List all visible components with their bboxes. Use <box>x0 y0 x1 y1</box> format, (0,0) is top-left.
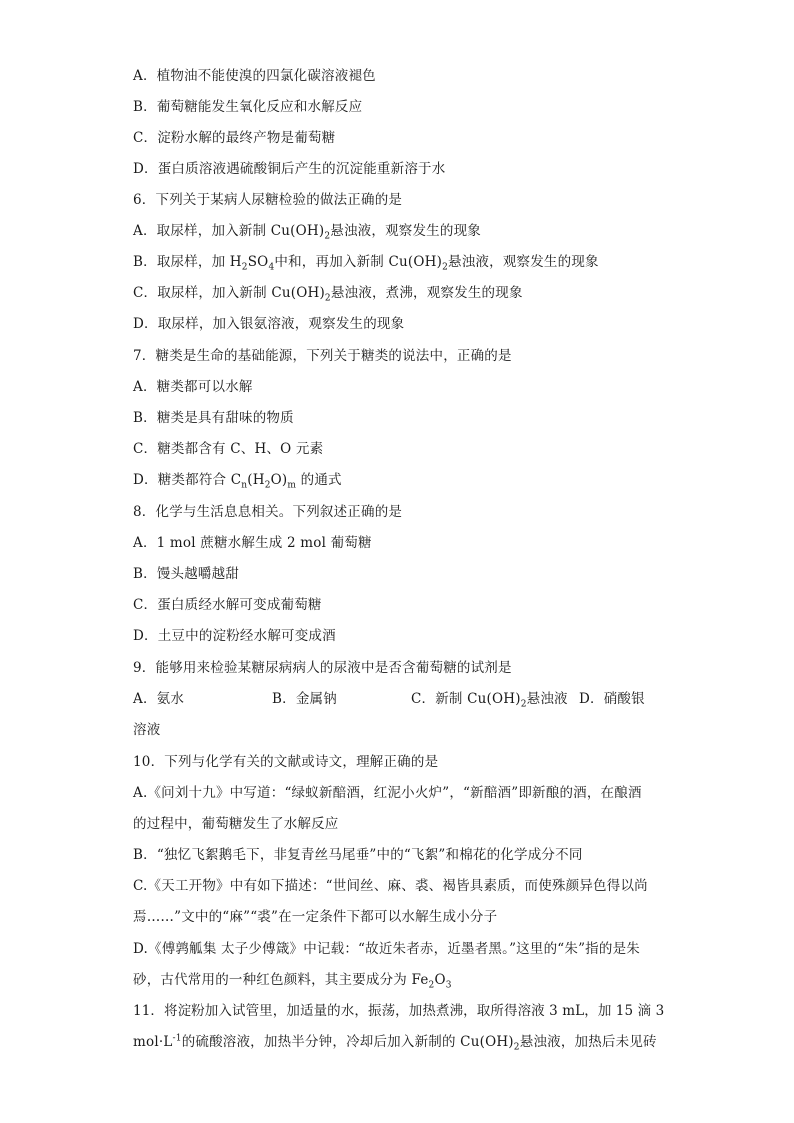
q7-option-c: C．糖类都含有 C、H、O 元素 <box>133 441 324 457</box>
q8-option-a: A．1 mol 蔗糖水解生成 2 mol 葡萄糖 <box>133 535 372 551</box>
q6-option-d: D．取尿样，加入银氨溶液，观察发生的现象 <box>133 316 405 332</box>
q9-option-d: D．硝酸银 <box>579 691 645 707</box>
q7-option-b: B．糖类是具有甜味的物质 <box>133 410 294 426</box>
q8-option-c: C．蛋白质经水解可变成葡萄糖 <box>133 597 322 613</box>
q10-option-c-line1: C.《天工开物》中有如下描述：“世间丝、麻、裘、褐皆具素质，而使殊颜异色得以尚 <box>133 878 648 894</box>
q9-stem: 9．能够用来检验某糖尿病病人的尿液中是否含葡萄糖的试剂是 <box>133 660 512 676</box>
q10-option-a-line2: 的过程中，葡萄糖发生了水解反应 <box>133 816 339 832</box>
q5-option-c: C．淀粉水解的最终产物是葡萄糖 <box>133 130 336 146</box>
q6-option-b: B．取尿样，加 $H_2SO_4$中和，再加入新制 $Cu(OH)_2$悬浊液，观察发生的现象 <box>133 254 599 273</box>
q6-stem: 6．下列关于某病人尿糖检验的做法正确的是 <box>133 192 403 208</box>
q5-option-b: B．葡萄糖能发生氧化反应和水解反应 <box>133 99 363 115</box>
q8-stem: 8．化学与生活息息相关。下列叙述正确的是 <box>133 504 403 520</box>
q11-stem-line1: 11．将淀粉加入试管里，加适量的水，振荡，加热煮沸，取所得溶液 3 mL，加 15 滴 3 <box>133 1003 665 1019</box>
q10-option-a-line1: A.《问刘十九》中写道：“绿蚁新醅酒，红泥小火炉”，“新醅酒”即新酿的酒，在酿酒 <box>133 785 642 801</box>
q10-option-d-line2: 砂，古代常用的一种红色颜料，其主要成分为 $Fe_2O_3$ <box>133 972 452 991</box>
q7-option-a: A．糖类都可以水解 <box>133 379 253 395</box>
q9-options <box>133 689 673 709</box>
q10-option-b: B．“独忆飞絮鹅毛下，非复青丝马尾垂”中的“飞絮”和棉花的化学成分不同 <box>133 847 583 863</box>
q10-option-c-line2: 焉……”文中的“麻”“裘”在一定条件下都可以水解生成小分子 <box>133 909 498 925</box>
q9-option-a: A．氨水 <box>133 691 185 707</box>
q11-stem-line2: $mol\cdot L^{-1}$的硫酸溶液，加热半分钟，冷却后加入新制的 $Cu(OH)_2$悬浊液，加热后未见砖 <box>133 1033 657 1053</box>
q9-option-d-continued: 溶液 <box>133 722 161 738</box>
q6-option-a: A．取尿样，加入新制 $Cu(OH)_2$悬浊液，观察发生的现象 <box>133 223 481 242</box>
q5-option-a: A．植物油不能使溴的四氯化碳溶液褪色 <box>133 68 376 84</box>
q9-option-c: C．新制 $Cu(OH)_2$悬浊液 <box>411 691 568 710</box>
q7-stem: 7．糖类是生命的基础能源，下列关于糖类的说法中，正确的是 <box>133 348 512 364</box>
q8-option-d: D．土豆中的淀粉经水解可变成酒 <box>133 628 336 644</box>
q10-option-d-line1: D.《傅鹑觚集 太子少傅箴》中记载：“故近朱者赤，近墨者黑。”这里的“朱”指的是朱 <box>133 941 640 957</box>
q10-stem: 10．下列与化学有关的文献或诗文，理解正确的是 <box>133 754 439 770</box>
q5-option-d: D．蛋白质溶液遇硫酸铜后产生的沉淀能重新溶于水 <box>133 161 446 177</box>
q6-option-c: C．取尿样，加入新制 $Cu(OH)_2$悬浊液，煮沸，观察发生的现象 <box>133 285 523 304</box>
q8-option-b: B．馒头越嚼越甜 <box>133 566 240 582</box>
q9-option-b: B．金属钠 <box>272 691 337 707</box>
q7-option-d: D．糖类都符合 $C_n(H_2O)_m$ 的通式 <box>133 472 342 491</box>
